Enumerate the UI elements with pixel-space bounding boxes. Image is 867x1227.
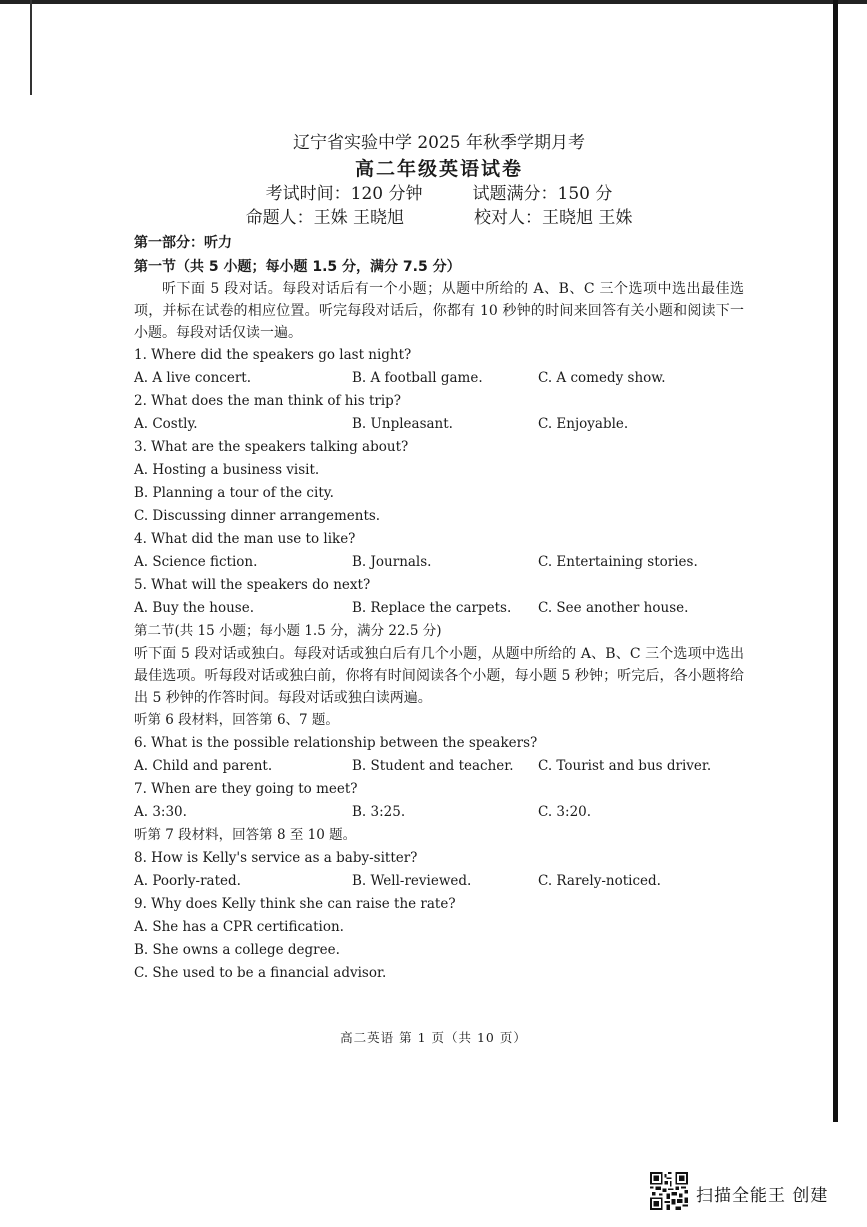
option-c: C. Enjoyable.	[538, 416, 629, 432]
section2-title: 第二节(共 15 小题；每小题 1.5 分，满分 22.5 分)	[134, 623, 442, 639]
exam-meta-time	[134, 182, 744, 206]
option-c: C. She used to be a financial advisor.	[134, 965, 387, 981]
question-options	[134, 755, 744, 778]
exam-setter: 命题人：王姝 王晓旭	[245, 208, 404, 228]
option-a: A. Costly.	[134, 416, 198, 432]
question-options	[134, 413, 744, 436]
question-stem: 4. What did the man use to like?	[134, 531, 356, 547]
watermark-text: 扫描全能王 创建	[696, 1185, 829, 1206]
exam-full-score: 试题满分：150 分	[472, 184, 613, 204]
option-b: B. Planning a tour of the city.	[134, 485, 334, 501]
part1-title: 第一部分：听力	[134, 235, 232, 251]
option-c: C. Rarely-noticed.	[538, 873, 661, 889]
question-stem: 2. What does the man think of his trip?	[134, 393, 402, 409]
option-b: B. Student and teacher.	[352, 758, 514, 774]
question-stem: 7. When are they going to meet?	[134, 781, 358, 797]
scan-edge-right	[833, 0, 838, 1122]
question-stem: 1. Where did the speakers go last night?	[134, 347, 412, 363]
option-b: B. Journals.	[352, 554, 432, 570]
material-6-note: 听第 6 段材料，回答第 6、7 题。	[134, 712, 339, 728]
question-options	[134, 870, 744, 893]
scan-edge-left	[30, 0, 32, 95]
option-a: A. Poorly-rated.	[134, 873, 241, 889]
section1-instructions: 听下面 5 段对话。每段对话后有一个小题；从题中所给的 A、B、C 三个选项中选出最佳选项，并标在试卷的相应位置。听完每段对话后，你都有 10 秒钟的时间来回答有关小题和阅读下一小题。每段对话仅读一遍。	[134, 281, 744, 341]
question-stem: 8. How is Kelly's service as a baby-sitter?	[134, 850, 418, 866]
option-c: C. See another house.	[538, 600, 689, 616]
exam-meta-authors	[134, 206, 744, 230]
option-a: A. A live concert.	[134, 370, 252, 386]
option-c: C. 3:20.	[538, 804, 592, 820]
question-3	[134, 436, 744, 528]
option-c: C. Tourist and bus driver.	[538, 758, 712, 774]
option-a: A. Hosting a business visit.	[134, 462, 320, 478]
option-b: B. A football game.	[352, 370, 483, 386]
exam-page	[134, 130, 744, 985]
option-c: C. A comedy show.	[538, 370, 666, 386]
qr-code-icon	[650, 1172, 688, 1214]
option-b: B. Well-reviewed.	[352, 873, 472, 889]
question-stem: 9. Why does Kelly think she can raise the rate?	[134, 896, 456, 912]
option-a: A. Science fiction.	[134, 554, 258, 570]
option-b: B. Unpleasant.	[352, 416, 453, 432]
question-options	[134, 597, 744, 620]
question-options	[134, 551, 744, 574]
option-c: C. Entertaining stories.	[538, 554, 698, 570]
page-footer: 高二英语 第 1 页（共 10 页）	[340, 1030, 527, 1045]
section2-instructions: 听下面 5 段对话或独白。每段对话或独白后有几个小题，从题中所给的 A、B、C 三个选项中选出最佳选项。听每段对话或独白前，你将有时间阅读各个小题，每小题 5 秒钟；听完后，各小题将给出 5 秒钟的作答时间。每段对话或独白读两遍。	[134, 646, 744, 706]
exam-title: 高二年级英语试卷	[354, 158, 523, 180]
question-stem: 3. What are the speakers talking about?	[134, 439, 409, 455]
question-options	[134, 367, 744, 390]
question-9	[134, 893, 744, 985]
question-options	[134, 801, 744, 824]
school-title: 辽宁省实验中学 2025 年秋季学期月考	[292, 133, 586, 153]
exam-checker: 校对人：王晓旭 王姝	[474, 208, 633, 228]
option-a: A. Buy the house.	[134, 600, 254, 616]
section1-title: 第一节（共 5 小题；每小题 1.5 分，满分 7.5 分）	[134, 259, 461, 275]
question-7	[134, 778, 744, 824]
question-2	[134, 390, 744, 436]
question-6	[134, 732, 744, 778]
material-7-note: 听第 7 段材料，回答第 8 至 10 题。	[134, 827, 357, 843]
question-1	[134, 344, 744, 390]
option-c: C. Discussing dinner arrangements.	[134, 508, 381, 524]
option-a: A. 3:30.	[134, 804, 187, 820]
question-8	[134, 847, 744, 893]
question-5	[134, 574, 744, 620]
scanner-watermark	[650, 1172, 828, 1214]
scan-edge-top	[0, 0, 867, 4]
option-b: B. Replace the carpets.	[352, 600, 512, 616]
question-stem: 5. What will the speakers do next?	[134, 577, 371, 593]
question-4	[134, 528, 744, 574]
option-b: B. She owns a college degree.	[134, 942, 340, 958]
option-a: A. Child and parent.	[134, 758, 273, 774]
exam-time: 考试时间：120 分钟	[265, 184, 423, 204]
option-a: A. She has a CPR certification.	[134, 919, 344, 935]
question-stem: 6. What is the possible relationship between the speakers?	[134, 735, 538, 751]
option-b: B. 3:25.	[352, 804, 406, 820]
